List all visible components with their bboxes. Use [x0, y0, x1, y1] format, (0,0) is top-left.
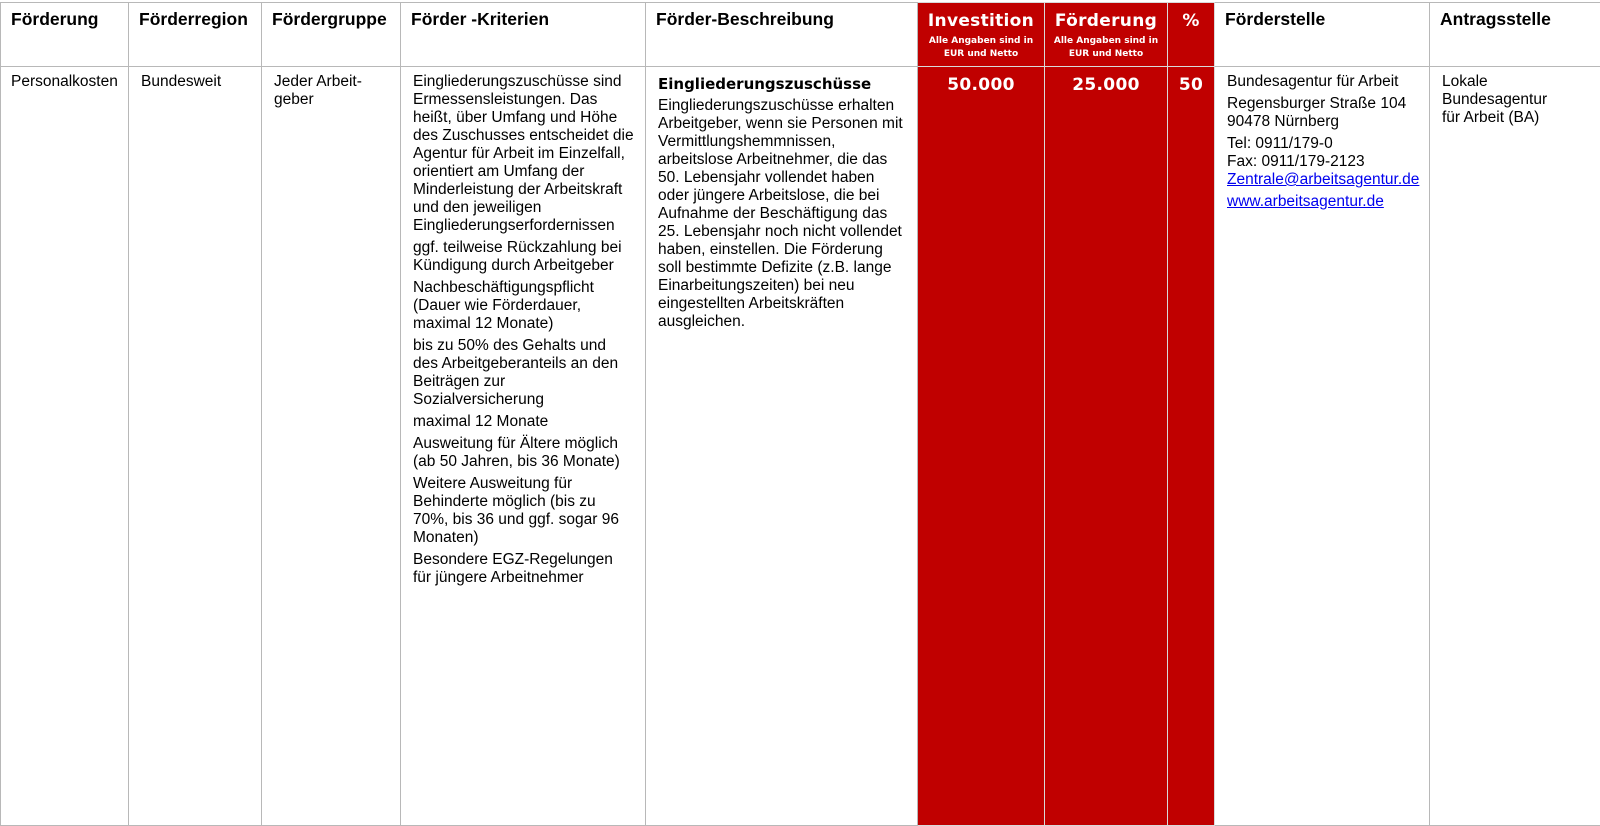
header-foerderbetrag	[1045, 3, 1168, 67]
cell-foerderung: Personalkosten	[1, 67, 129, 826]
header-foerderstelle: Förderstelle	[1215, 3, 1430, 67]
kriterien-list	[401, 67, 645, 587]
beschreibung-title: Eingliederungszuschüsse	[658, 73, 907, 93]
beschreibung-text: Eingliederungszuschüsse erhalten Arbeitgeber, wenn sie Personen mit Vermittlungshemmnissen, arbeitslose Arbeitnehmer, die das 50. Lebensjahr vollendet haben oder jüngere Arbeitslose, die bei Aufnahme der Beschäftigung das 25. Lebensjahr noch nicht vollendet haben, einstellen. Die Förderung soll bestimmte Defizite (z.B. lange Einarbeitungszeiten) bei neu eingestellten Arbeitskräften ausgleichen.	[658, 97, 907, 331]
cell-foerderbetrag: 25.000	[1045, 67, 1168, 826]
website-link[interactable]: www.arbeitsagentur.de	[1227, 193, 1384, 210]
foerderstelle-ort: 90478 Nürnberg	[1227, 113, 1419, 131]
foerderbetrag-title: Förderung	[1045, 3, 1167, 31]
cell-investition: 50.000	[918, 67, 1045, 826]
header-region: Förderregion	[129, 3, 262, 67]
header-kriterien: Förder -Kriterien	[401, 3, 646, 67]
kriterium: bis zu 50% des Gehalts und des Arbeitgeberanteils an den Beiträgen zur Sozialversicherung	[413, 337, 635, 409]
header-foerderung: Förderung	[1, 3, 129, 67]
kriterium: maximal 12 Monate	[413, 413, 635, 431]
header-prozent: %	[1168, 3, 1215, 67]
foerderstelle-address	[1215, 67, 1429, 211]
foerderstelle-name: Bundesagentur für Arbeit	[1227, 73, 1419, 91]
cell-kriterien	[401, 67, 646, 826]
kriterium: Weitere Ausweitung für Behinderte möglich (bis zu 70%, bis 36 und ggf. sogar 96 Monaten)	[413, 475, 635, 547]
investition-title: Investition	[918, 3, 1044, 31]
header-beschreibung: Förder-Beschreibung	[646, 3, 918, 67]
cell-antragsstelle: Lokale Bundesagentur für Arbeit (BA)	[1430, 67, 1600, 826]
kriterium: Eingliederungszuschüsse sind Ermessensleistungen. Das heißt, über Umfang und Höhe des Zuschusses entscheidet die Agentur für Arbeit im Einzelfall, orientiert am Umfang der Minderleistung der Arbeitskraft und den jeweiligen Eingliederungserfordernissen	[413, 73, 635, 235]
cell-beschreibung	[646, 67, 918, 826]
header-antragsstelle: Antragsstelle	[1430, 3, 1600, 67]
email-link[interactable]: Zentrale@arbeitsagentur.de	[1227, 171, 1419, 188]
kriterium: Nachbeschäftigungspflicht (Dauer wie Förderdauer, maximal 12 Monate)	[413, 279, 635, 333]
kriterium: ggf. teilweise Rückzahlung bei Kündigung durch Arbeitgeber	[413, 239, 635, 275]
beschreibung-block	[646, 67, 917, 331]
investition-subtitle: Alle Angaben sind in EUR und Netto	[918, 31, 1044, 61]
kriterium: Besondere EGZ-Regelungen für jüngere Arbeitnehmer	[413, 551, 635, 587]
foerderbetrag-subtitle: Alle Angaben sind in EUR und Netto	[1045, 31, 1167, 61]
cell-foerderstelle	[1215, 67, 1430, 826]
funding-table	[0, 2, 1600, 826]
cell-region: Bundesweit	[129, 67, 262, 826]
cell-prozent: 50	[1168, 67, 1215, 826]
kriterium: Ausweitung für Ältere möglich (ab 50 Jahren, bis 36 Monate)	[413, 435, 635, 471]
table-row	[1, 67, 1600, 826]
header-investition	[918, 3, 1045, 67]
header-gruppe: Fördergruppe	[262, 3, 401, 67]
header-row	[1, 3, 1600, 67]
foerderstelle-fax: Fax: 0911/179-2123	[1227, 153, 1419, 171]
foerderstelle-strasse: Regensburger Straße 104	[1227, 95, 1419, 113]
cell-gruppe: Jeder Arbeit- geber	[262, 67, 401, 826]
foerderstelle-tel: Tel: 0911/179-0	[1227, 135, 1419, 153]
